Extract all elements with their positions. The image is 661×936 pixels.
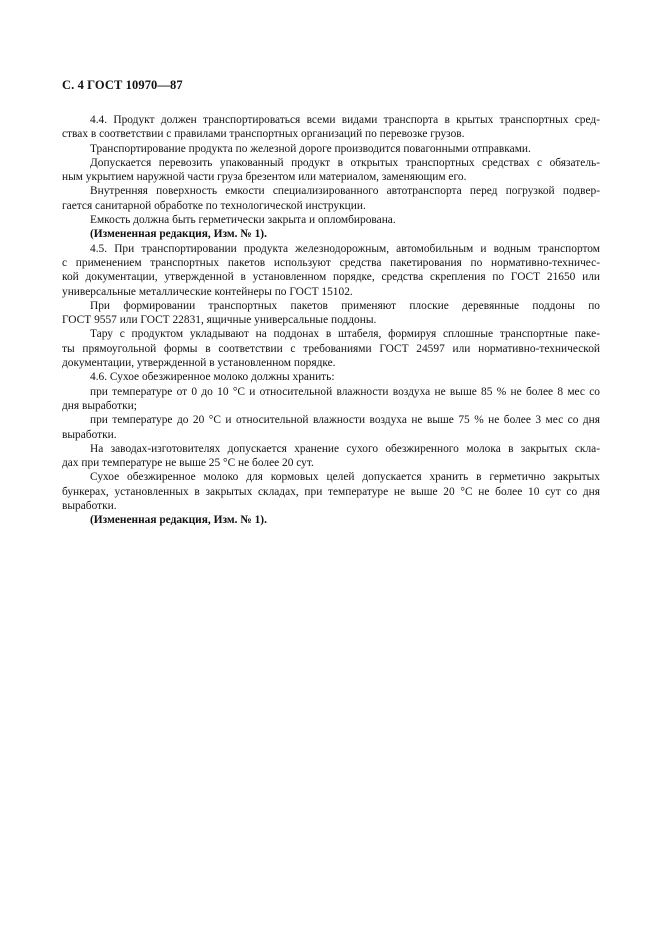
text-line: дня выработки;	[62, 399, 137, 412]
text-line: выработки.	[62, 500, 117, 513]
text-line: при температуре до 20 °С и относительной влажности воздуха не выше 75 % не более 3 мес со дня	[90, 414, 600, 427]
text-line: На заводах-изготовителях допускается хранение сухого обезжиренного молока в закрытых скла-	[90, 442, 600, 455]
text-line: При формировании транспортных пакетов применяют плоские деревянные поддоны по	[90, 299, 600, 312]
text-line: ГОСТ 9557 или ГОСТ 22831, ящичные универсальные поддоны.	[62, 314, 377, 327]
text-line: Транспортирование продукта по железной дороге производится повагонными отправками.	[90, 142, 531, 155]
amendment-note: (Измененная редакция, Изм. № 1).	[90, 514, 267, 527]
text-line: выработки.	[62, 428, 117, 441]
text-line: кой документации, утвержденной в установленном порядке, средства скрепления по ГОСТ 21650 или	[62, 271, 600, 284]
page-header: С. 4 ГОСТ 10970—87	[62, 78, 183, 92]
text-line: Допускается перевозить упакованный продукт в открытых транспортных средствах с обязатель-	[90, 156, 600, 169]
text-line: ты прямоугольной формы в соответствии с требованиями ГОСТ 24597 или нормативно-технической	[62, 342, 600, 355]
text-line: ствах в соответствии с правилами транспортных организаций по перевозке грузов.	[62, 128, 465, 141]
text-line: 4.6. Сухое обезжиренное молоко должны хранить:	[90, 371, 335, 384]
text-line: 4.4. Продукт должен транспортироваться всеми видами транспорта в крытых транспортных сред-	[90, 114, 600, 126]
text-line: Сухое обезжиренное молоко для кормовых целей допускается хранить в герметично закрытых	[90, 471, 600, 484]
document-body	[62, 113, 600, 528]
text-line: универсальные металлические контейнеры по ГОСТ 15102.	[62, 285, 353, 298]
text-line: гается санитарной обработке по технологической инструкции.	[62, 199, 366, 212]
text-line: при температуре от 0 до 10 °С и относительной влажности воздуха не выше 85 % не более 8 мес со	[90, 385, 600, 398]
text-line: Емкость должна быть герметически закрыта и опломбирована.	[90, 214, 396, 227]
text-line: документации, утвержденной в установленном порядке.	[62, 357, 336, 370]
text-line: дах при температуре не выше 25 °С не более 20 сут.	[62, 457, 314, 470]
text-line: 4.5. При транспортировании продукта железнодорожным, автомобильным и водным транспортом	[90, 242, 600, 255]
text-line: Внутренняя поверхность емкости специализированного автотранспорта перед погрузкой подвер-	[90, 185, 600, 198]
text-line: с применением транспортных пакетов используют средства пакетирования по нормативно-техничес-	[62, 256, 600, 269]
amendment-note: (Измененная редакция, Изм. № 1).	[90, 228, 267, 241]
text-line: Тару с продуктом укладывают на поддонах в штабеля, формируя сплошные транспортные паке-	[90, 328, 600, 341]
text-line: бункерах, установленных в закрытых складах, при температуре не выше 20 °С не более 10 сут со дня	[62, 485, 600, 498]
text-line: ным укрытием наружной части груза брезентом или материалом, заменяющим его.	[62, 171, 467, 184]
